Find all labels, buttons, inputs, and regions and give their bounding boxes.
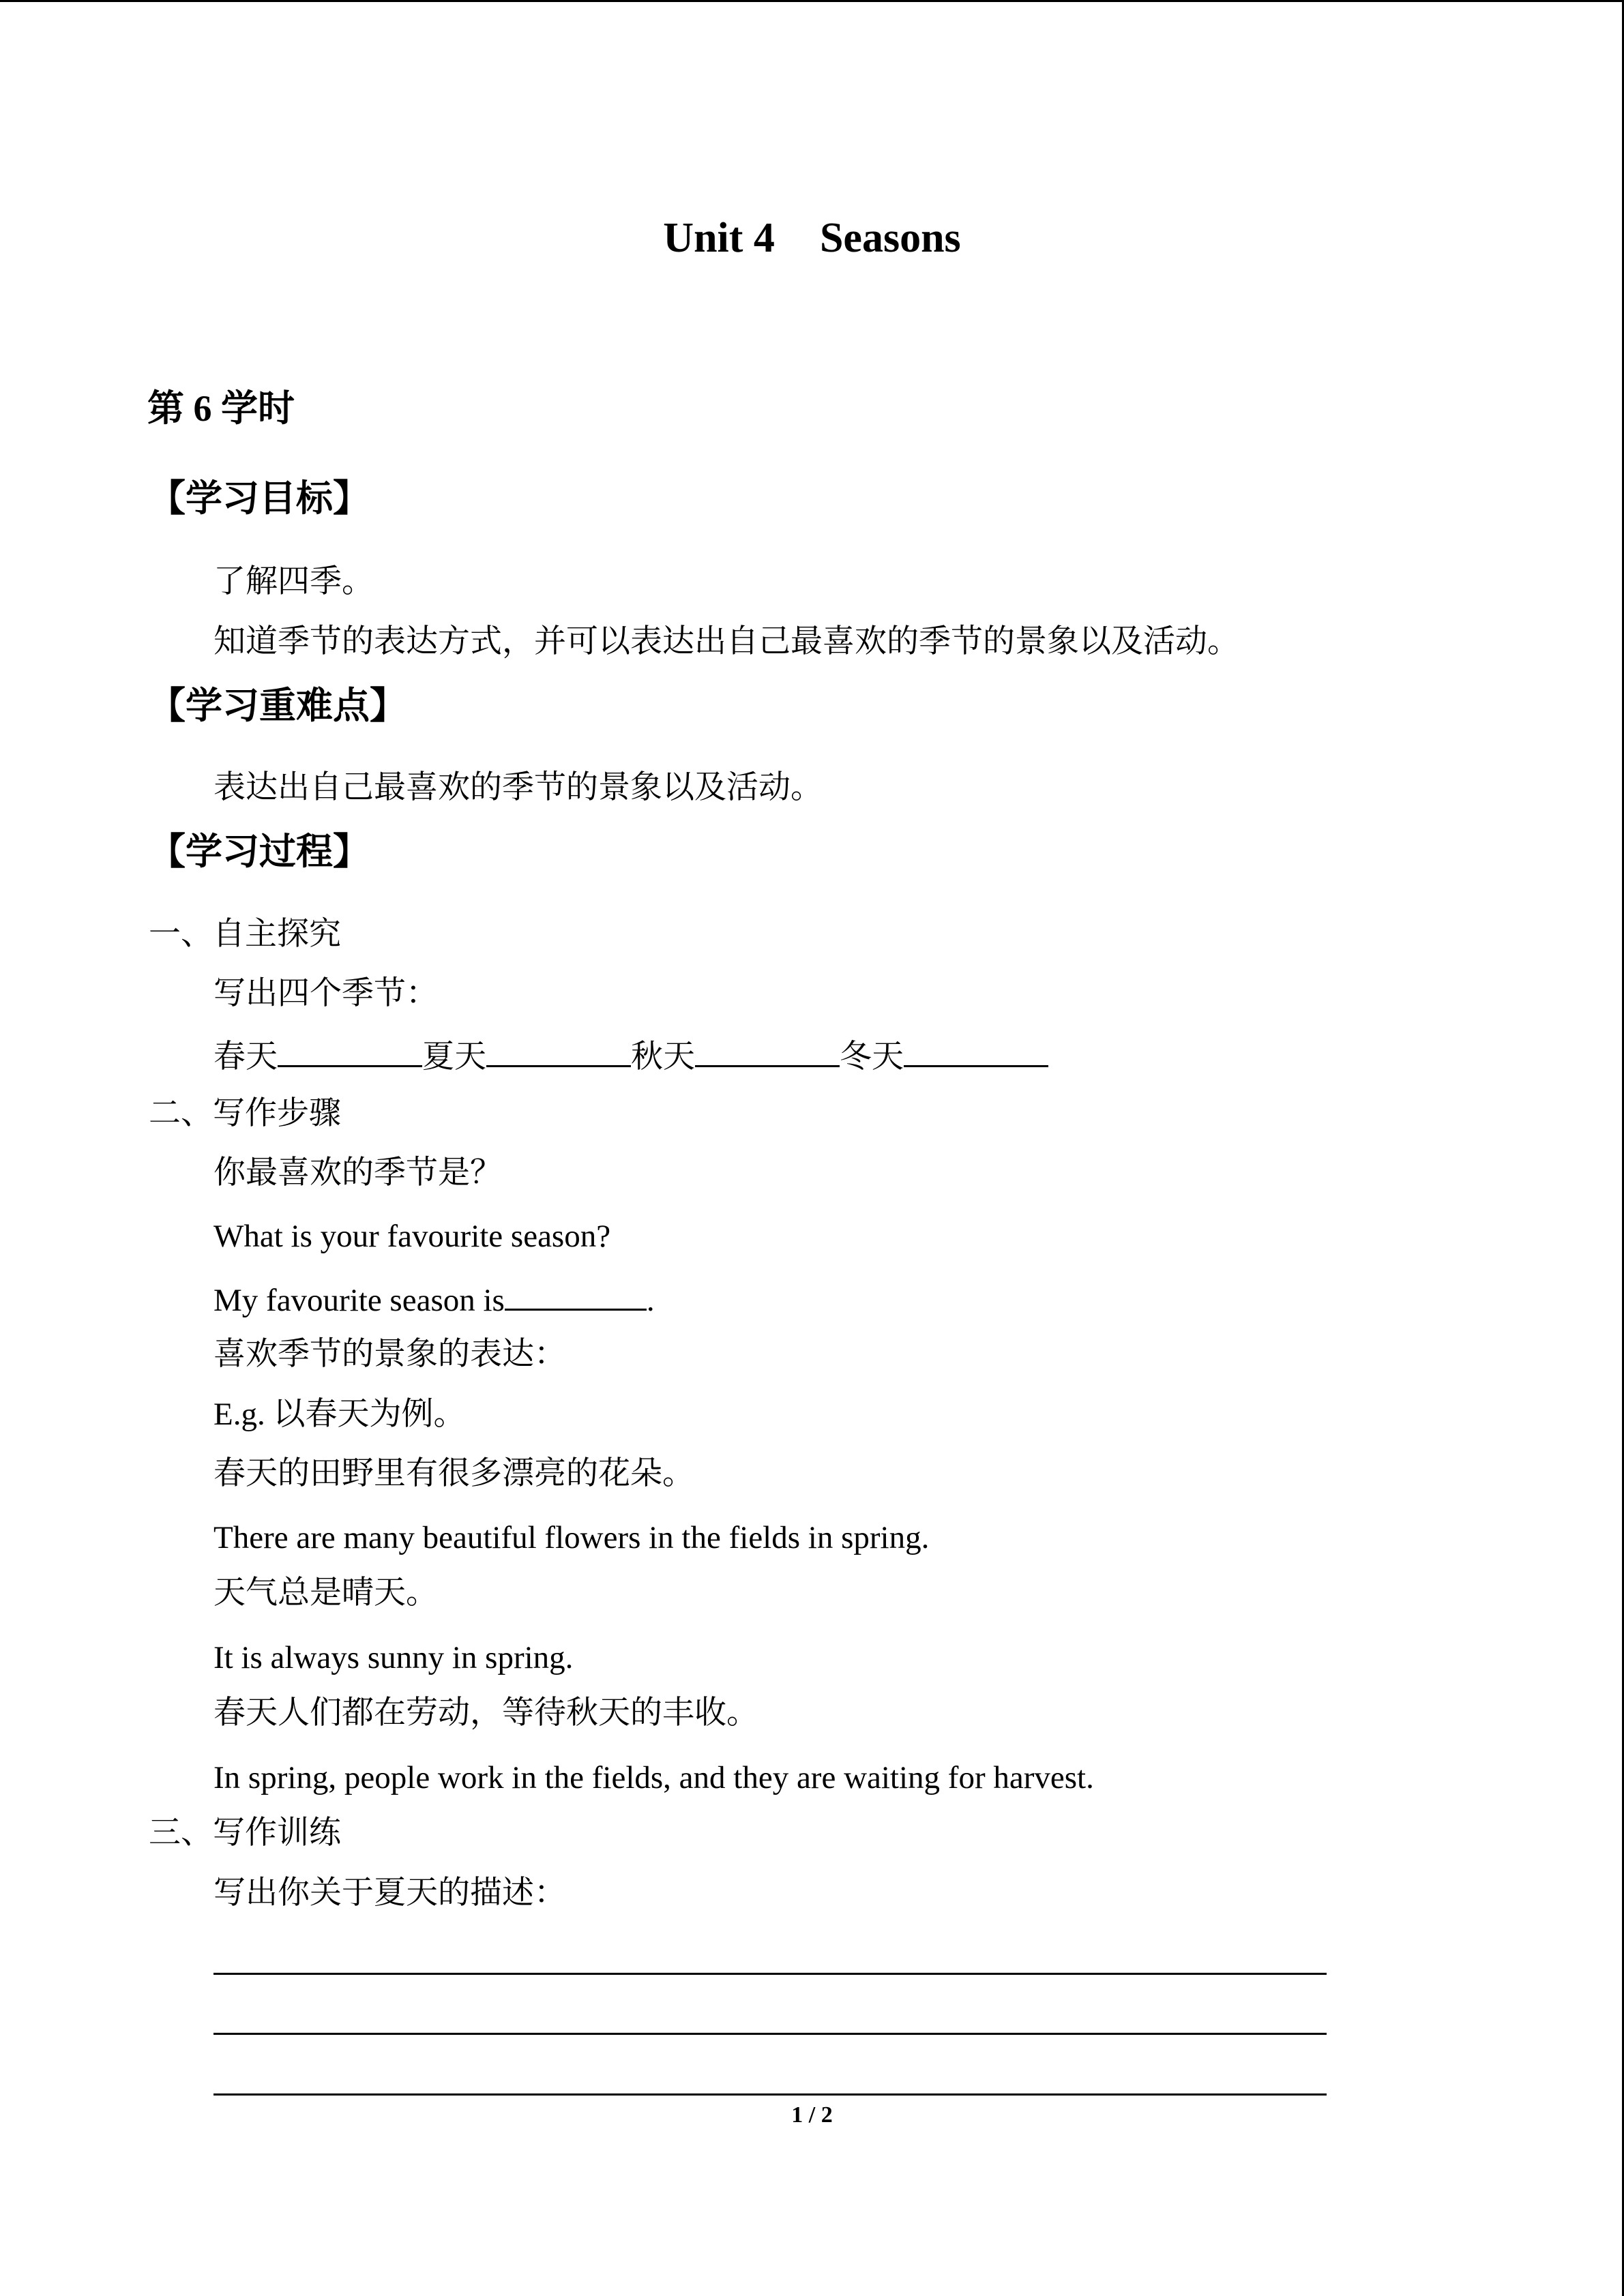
season-blank-summer[interactable] (486, 1038, 631, 1067)
part1-prompt: 写出四个季节： (213, 976, 438, 1011)
part3-prompt: 写出你关于夏天的描述： (213, 1875, 566, 1911)
season-blank-spring[interactable] (278, 1038, 422, 1067)
answer-line: My favourite season is . (213, 1283, 655, 1318)
season-blank-winter[interactable] (904, 1038, 1048, 1067)
question-cn: 你最喜欢的季节是？ (213, 1155, 502, 1191)
part2-title: 二、写作步骤 (149, 1096, 341, 1131)
example-line: 天气总是晴天。 (213, 1575, 438, 1611)
page-number: 1 / 2 (791, 2102, 833, 2128)
season-blank-autumn[interactable] (695, 1038, 840, 1067)
section-heading-goals: 【学习目标】 (149, 478, 370, 519)
question-en: What is your favourite season? (213, 1219, 611, 1254)
example-line: There are many beautiful flowers in the fields in spring. (213, 1520, 930, 1555)
seasons-fill-row (213, 1038, 1048, 1073)
example-label: E.g. 以春天为例。 (213, 1397, 466, 1432)
section-heading-process: 【学习过程】 (149, 831, 370, 872)
page-border-top (0, 0, 1624, 2)
scene-intro: 喜欢季节的景象的表达： (213, 1337, 566, 1372)
goal-item: 了解四季。 (213, 564, 374, 599)
season-label-spring: 春天 (213, 1039, 278, 1075)
season-label-winter: 冬天 (840, 1039, 904, 1075)
example-line: In spring, people work in the fields, and they are waiting for harvest. (213, 1760, 1094, 1795)
season-label-autumn: 秋天 (631, 1039, 695, 1075)
key-point-item: 表达出自己最喜欢的季节的景象以及活动。 (213, 770, 823, 805)
favourite-season-blank[interactable] (505, 1281, 647, 1311)
writing-line[interactable] (213, 1973, 1327, 1975)
part1-title: 一、自主探究 (149, 916, 341, 952)
section-heading-key-points: 【学习重难点】 (149, 685, 407, 726)
example-line: 春天人们都在劳动，等待秋天的丰收。 (213, 1695, 758, 1731)
page-title: Unit 4 Seasons (663, 215, 961, 261)
lesson-number: 第 6 学时 (147, 388, 295, 429)
writing-line[interactable] (213, 2093, 1327, 2096)
example-line: It is always sunny in spring. (213, 1640, 574, 1675)
part3-title: 三、写作训练 (149, 1815, 341, 1851)
season-label-summer: 夏天 (422, 1039, 486, 1075)
example-line: 春天的田野里有很多漂亮的花朵。 (213, 1456, 694, 1491)
goal-item: 知道季节的表达方式，并可以表达出自己最喜欢的季节的景象以及活动。 (213, 624, 1239, 659)
writing-line[interactable] (213, 2033, 1327, 2035)
